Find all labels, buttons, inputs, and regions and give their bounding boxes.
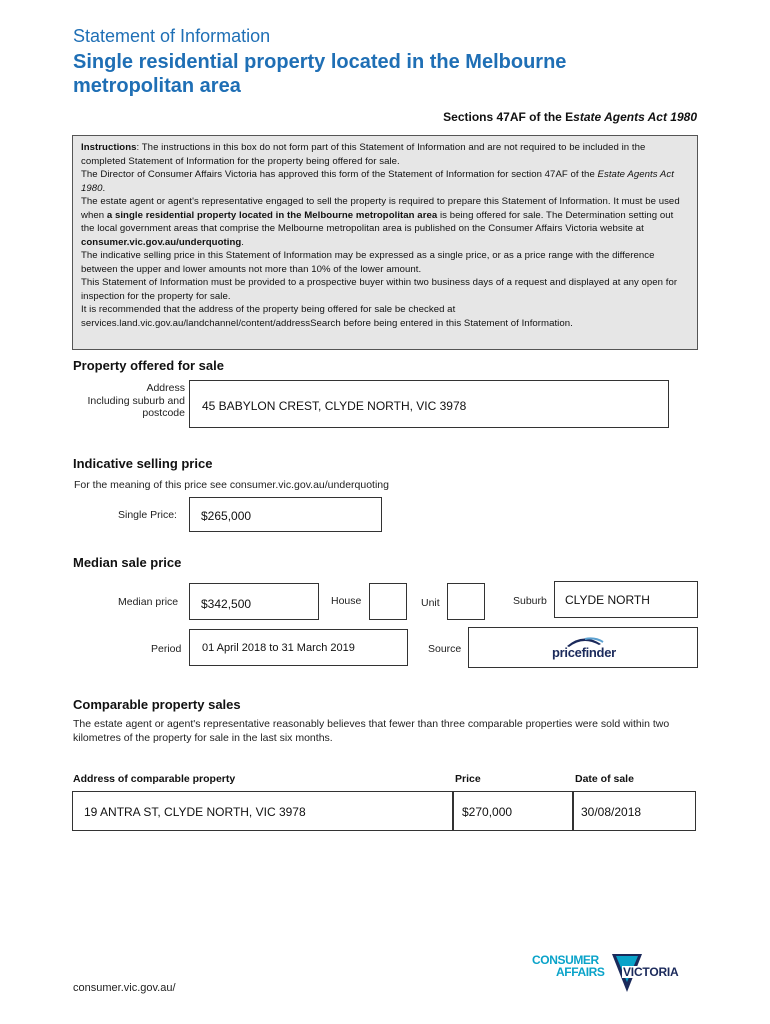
- median-price-field[interactable]: [189, 583, 319, 620]
- instructions-line-2: The Director of Consumer Affairs Victoria has approved this form of the Statement of Information for section 47AF of the: [81, 169, 598, 180]
- footer-url[interactable]: consumer.vic.gov.au/: [73, 982, 176, 994]
- col-address-header: Address of comparable property: [73, 773, 236, 785]
- comparable-address-field[interactable]: [72, 791, 453, 831]
- median-price-value: $342,500: [201, 597, 252, 611]
- page-title: Single residential property located in the Melbourne metropolitan area: [73, 51, 567, 97]
- address-field[interactable]: [189, 380, 669, 428]
- comparable-price-field[interactable]: [453, 791, 573, 831]
- single-price-value: $265,000: [201, 509, 252, 523]
- indicative-heading: Indicative selling price: [73, 456, 213, 471]
- single-price-field[interactable]: [189, 497, 382, 532]
- address-label-line-1: Address: [146, 382, 185, 394]
- comparable-date-field[interactable]: [573, 791, 696, 831]
- pricefinder-logo: [549, 634, 619, 664]
- col-date-header: Date of sale: [575, 773, 634, 785]
- underquoting-link[interactable]: consumer.vic.gov.au/underquoting: [81, 236, 242, 248]
- instructions-line-3-bold: a single residential property located in the Melbourne metropolitan area: [106, 209, 438, 221]
- period-value: 01 April 2018 to 31 March 2019: [202, 642, 355, 654]
- instructions-box: [72, 135, 698, 350]
- house-checkbox[interactable]: [369, 583, 407, 620]
- source-field[interactable]: [468, 627, 698, 668]
- period-field[interactable]: [189, 629, 408, 666]
- instructions-line-1: : The instructions in this box do not form part of this Statement of Information and are not required to be included in the completed Statement of Information for the property being offered for sale.: [81, 142, 646, 167]
- address-label-line-3: postcode: [142, 407, 185, 419]
- property-heading: Property offered for sale: [73, 358, 224, 373]
- logo-affairs: AFFAIRS: [556, 965, 605, 979]
- indicative-note: For the meaning of this price see consumer.vic.gov.au/underquoting: [74, 479, 389, 491]
- suburb-label: Suburb: [513, 595, 547, 607]
- source-label: Source: [428, 643, 462, 655]
- address-value: 45 BABYLON CREST, CLYDE NORTH, VIC 3978: [202, 399, 467, 413]
- unit-label: Unit: [421, 597, 440, 609]
- instructions-line-2-end: .: [102, 182, 106, 194]
- instructions-line-6: It is recommended that the address of the property being offered for sale be checked at services.land.vic.gov.au/landchannel/content/addressSearch before being entered in this Statement of Information.: [81, 304, 573, 329]
- col-price-header: Price: [455, 773, 481, 785]
- address-label: [60, 382, 185, 420]
- median-heading: Median sale price: [73, 555, 182, 570]
- comparable-note: The estate agent or agent's representative reasonably believes that fewer than three comparable properties were sold within two kilometres of the property for sale in the last six months.: [73, 718, 670, 744]
- comparable-price-value: $270,000: [462, 805, 513, 819]
- pricefinder-text: pricefinder: [552, 645, 616, 660]
- instructions-line-3b: is being offered for sale. The Determination setting out the local government areas that comprise the Melbourne metropolitan area is published on the Consumer Affairs Victoria website at: [81, 209, 674, 234]
- suburb-field[interactable]: [554, 581, 698, 618]
- page-subtitle: Statement of Information: [73, 26, 271, 46]
- logo-consumer: CONSUMER: [532, 953, 599, 967]
- sections-prefix: Sections 47AF of the E: [443, 110, 574, 124]
- consumer-affairs-victoria-logo: [530, 952, 700, 997]
- single-price-label: Single Price:: [118, 509, 177, 521]
- house-label: House: [331, 595, 362, 607]
- instructions-label: Instructions: [81, 142, 137, 153]
- comparable-address-value: 19 ANTRA ST, CLYDE NORTH, VIC 3978: [84, 805, 306, 819]
- instructions-line-4: The indicative selling price in this Statement of Information may be expressed as a single price, or as a price range with the difference between the upper and lower amounts not more than 10% of the lower amount.: [81, 250, 655, 275]
- sections-reference: [443, 110, 697, 124]
- address-label-line-2: Including suburb and: [87, 394, 185, 407]
- comparable-date-value: 30/08/2018: [581, 805, 642, 819]
- logo-victoria: VICTORIA: [623, 965, 679, 979]
- instructions-line-3a: The estate agent or agent's representative engaged to sell the property is required to prepare this Statement of Information. It must be used when: [81, 196, 680, 221]
- instructions-line-3-end: .: [241, 236, 244, 248]
- period-label: Period: [151, 643, 182, 655]
- unit-checkbox[interactable]: [447, 583, 485, 620]
- sections-act: state Agents Act 1980: [573, 110, 697, 124]
- instructions-line-5: This Statement of Information must be provided to a prospective buyer within two business days of a request and displayed at any open for inspection for the property for sale.: [81, 277, 678, 302]
- suburb-value: CLYDE NORTH: [565, 593, 650, 607]
- median-price-label: Median price: [118, 596, 179, 608]
- instructions-act: Estate Agents Act 1980: [81, 169, 674, 194]
- comparable-heading: Comparable property sales: [73, 697, 241, 712]
